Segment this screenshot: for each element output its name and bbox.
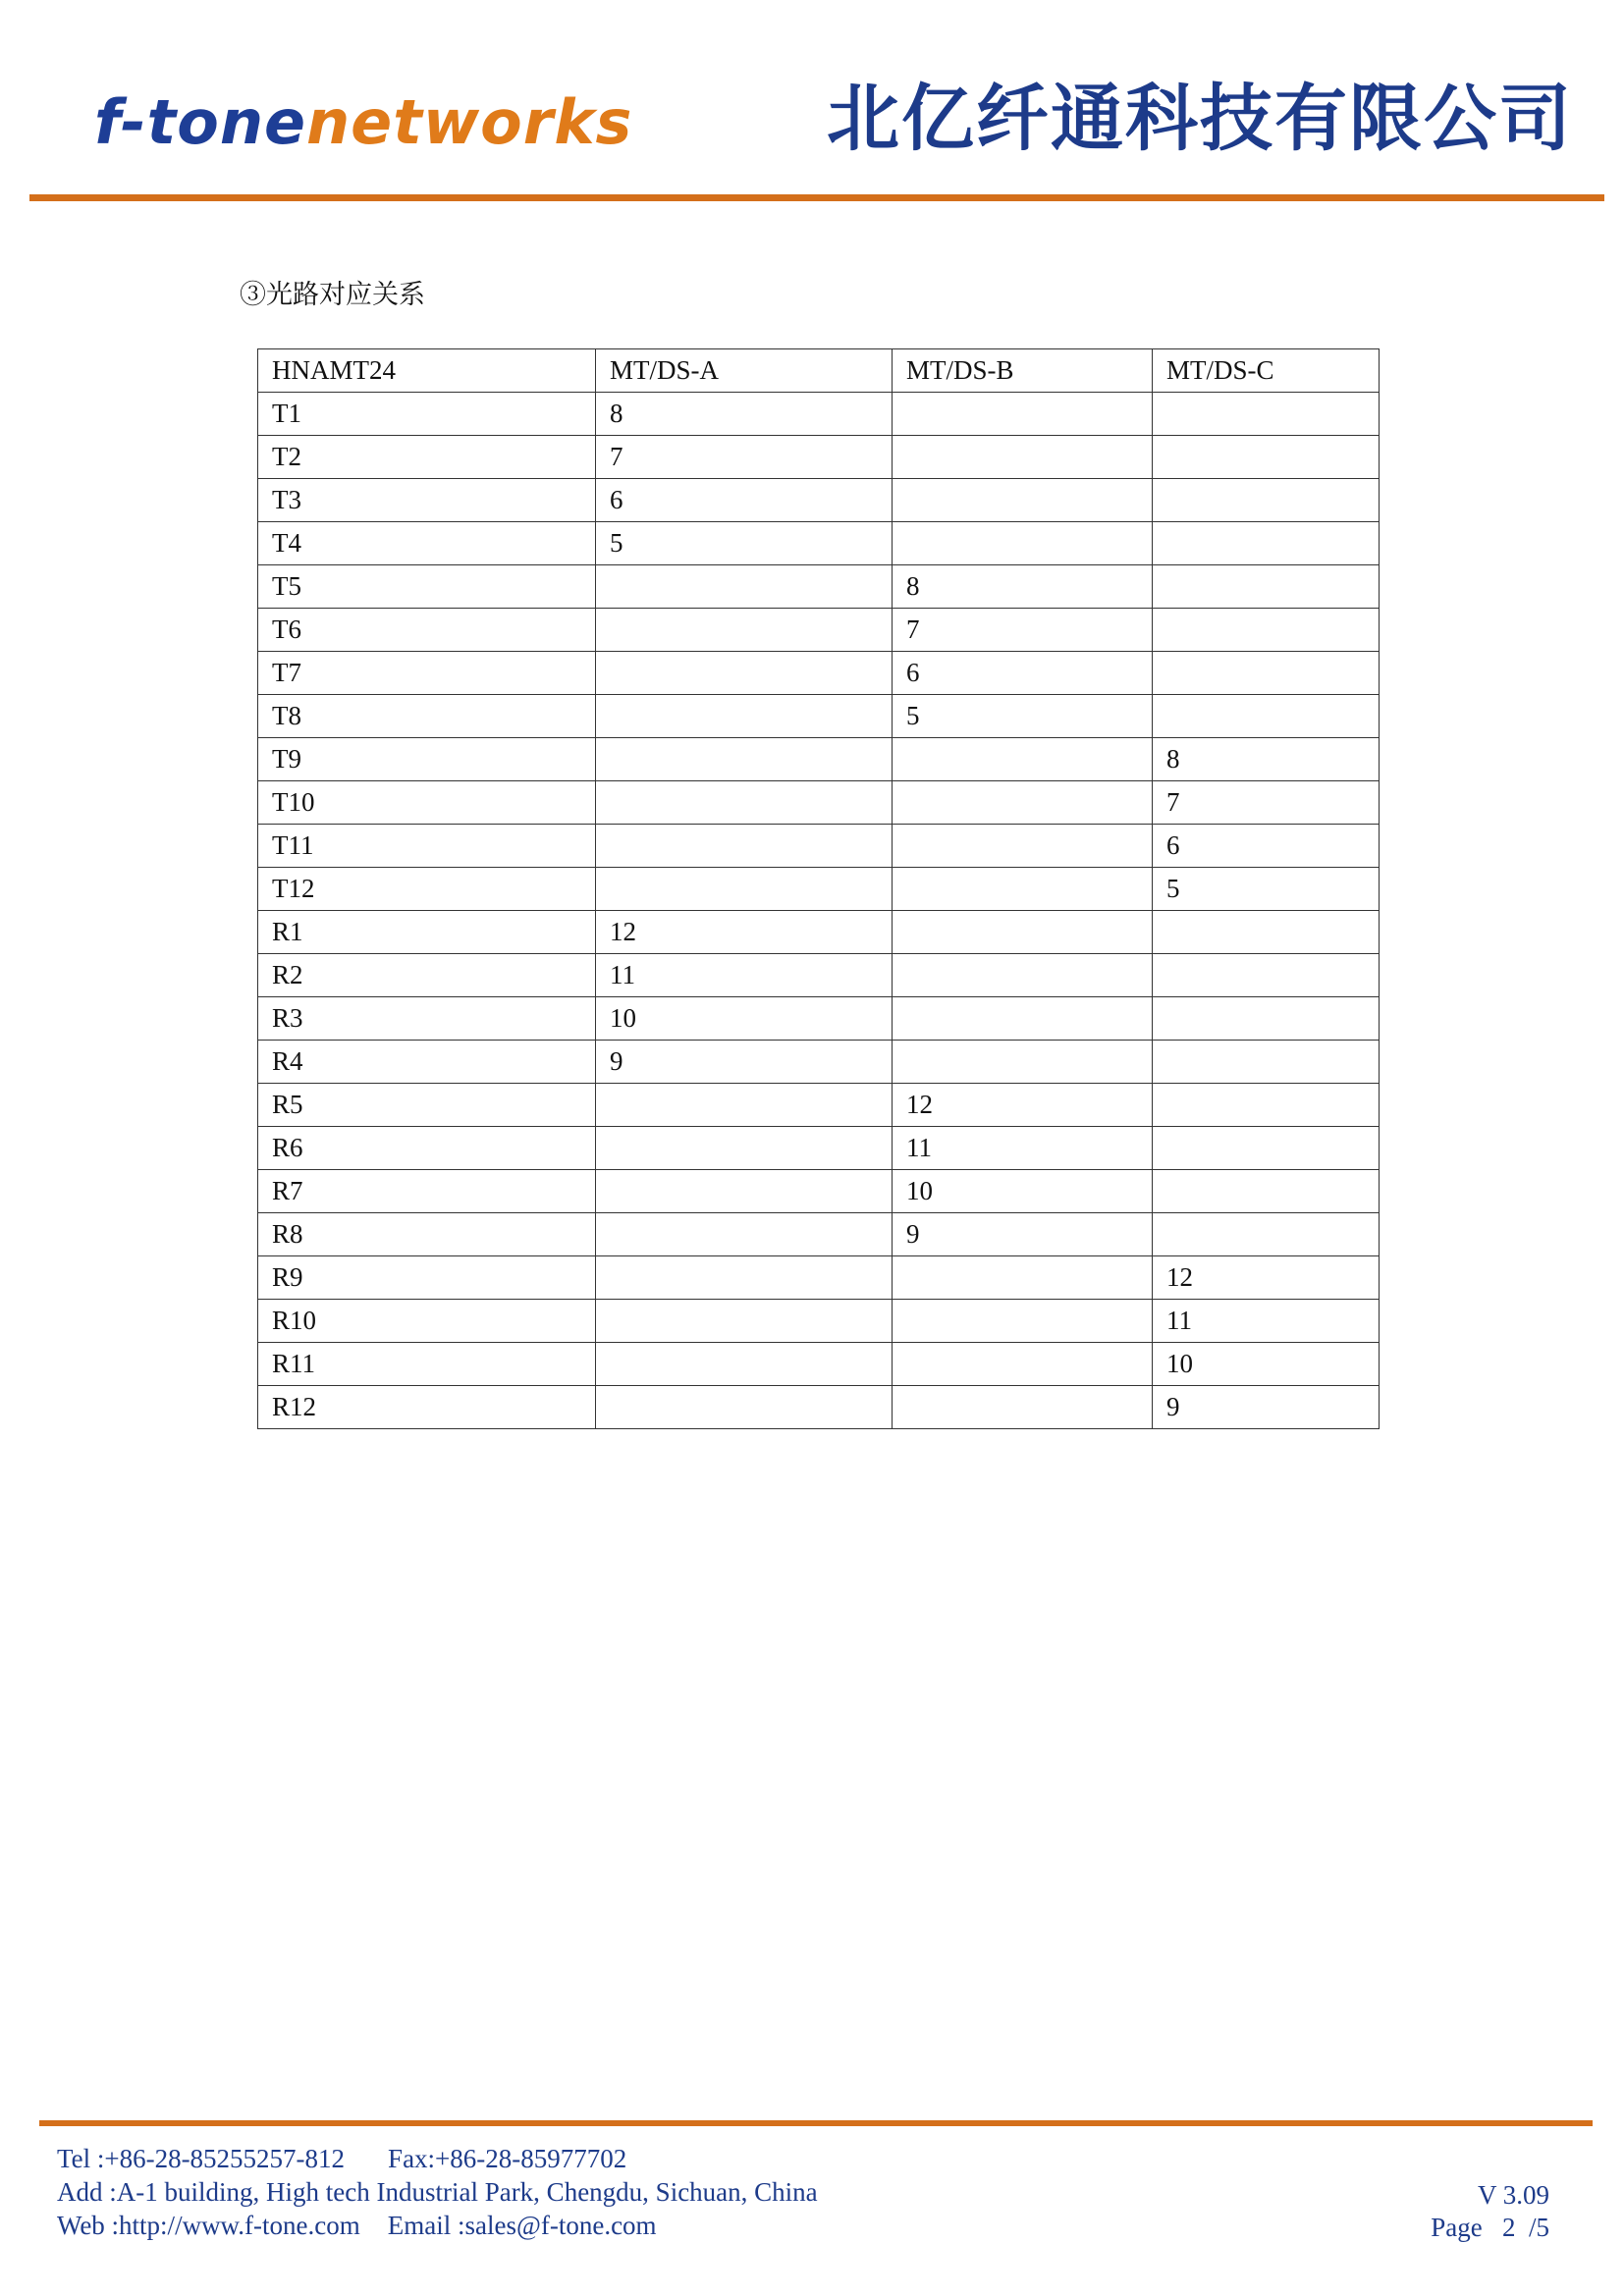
port-label-cell: R11	[258, 1343, 596, 1386]
footer-contact-line	[57, 2142, 626, 2175]
mapping-cell	[893, 825, 1153, 868]
header-divider	[29, 194, 1604, 201]
mapping-cell: 11	[1153, 1300, 1380, 1343]
mapping-cell: 12	[893, 1084, 1153, 1127]
mapping-cell: 8	[596, 393, 893, 436]
company-name: 北亿纤通科技有限公司	[827, 77, 1573, 161]
footer-divider	[39, 2120, 1593, 2126]
mapping-cell	[1153, 1170, 1380, 1213]
mapping-cell	[1153, 565, 1380, 609]
table-row	[258, 695, 1380, 738]
mapping-cell	[596, 825, 893, 868]
port-label-cell: T2	[258, 436, 596, 479]
mapping-cell	[1153, 609, 1380, 652]
table-row	[258, 868, 1380, 911]
fiber-mapping-table	[257, 348, 1380, 1429]
mapping-cell: 7	[893, 609, 1153, 652]
mapping-cell	[1153, 1127, 1380, 1170]
mapping-cell	[596, 1084, 893, 1127]
table-row	[258, 1084, 1380, 1127]
mapping-cell	[893, 1386, 1153, 1429]
table-row	[258, 1343, 1380, 1386]
mapping-cell	[893, 911, 1153, 954]
mapping-cell: 8	[1153, 738, 1380, 781]
mapping-cell: 6	[596, 479, 893, 522]
table-row	[258, 609, 1380, 652]
port-label-cell: R9	[258, 1256, 596, 1300]
mapping-cell: 11	[893, 1127, 1153, 1170]
mapping-cell	[596, 1256, 893, 1300]
mapping-cell	[1153, 911, 1380, 954]
port-label-cell: T9	[258, 738, 596, 781]
table-row	[258, 738, 1380, 781]
footer-page-number: 2	[1501, 2213, 1516, 2242]
mapping-cell	[596, 1300, 893, 1343]
table-row	[258, 954, 1380, 997]
port-label-cell: T10	[258, 781, 596, 825]
mapping-cell	[1153, 1213, 1380, 1256]
mapping-cell: 9	[893, 1213, 1153, 1256]
mapping-cell	[893, 436, 1153, 479]
mapping-cell	[596, 695, 893, 738]
port-label-cell: R12	[258, 1386, 596, 1429]
port-label-cell: T8	[258, 695, 596, 738]
table-row	[258, 1213, 1380, 1256]
table-row	[258, 1127, 1380, 1170]
mapping-cell	[596, 1213, 893, 1256]
footer-email: Email :sales@f-tone.com	[387, 2211, 657, 2240]
port-label-cell: R2	[258, 954, 596, 997]
mapping-cell	[893, 479, 1153, 522]
table-row	[258, 436, 1380, 479]
table-row	[258, 1041, 1380, 1084]
port-label-cell: R7	[258, 1170, 596, 1213]
mapping-cell: 10	[893, 1170, 1153, 1213]
mapping-cell: 5	[596, 522, 893, 565]
mapping-cell: 6	[1153, 825, 1380, 868]
table-row	[258, 522, 1380, 565]
table-row	[258, 565, 1380, 609]
mapping-cell	[1153, 479, 1380, 522]
mapping-cell	[893, 997, 1153, 1041]
mapping-cell: 11	[596, 954, 893, 997]
table-row	[258, 911, 1380, 954]
mapping-cell: 9	[1153, 1386, 1380, 1429]
port-label-cell: T6	[258, 609, 596, 652]
footer-web-line	[57, 2209, 657, 2242]
table-row	[258, 997, 1380, 1041]
mapping-cell	[1153, 954, 1380, 997]
table-row	[258, 781, 1380, 825]
section-title: ③光路对应关系	[240, 280, 425, 310]
table-row	[258, 825, 1380, 868]
mapping-cell	[596, 1386, 893, 1429]
footer-page-label: Page	[1431, 2213, 1483, 2242]
mapping-cell	[596, 609, 893, 652]
footer-address: Add :A-1 building, High tech Industrial Park, Chengdu, Sichuan, China	[57, 2177, 818, 2207]
port-label-cell: R1	[258, 911, 596, 954]
header-cell-mtds-a: MT/DS-A	[596, 349, 893, 393]
table-row	[258, 1256, 1380, 1300]
mapping-cell	[893, 1343, 1153, 1386]
mapping-cell: 12	[596, 911, 893, 954]
mapping-cell: 9	[596, 1041, 893, 1084]
mapping-cell: 10	[596, 997, 893, 1041]
mapping-cell	[596, 1170, 893, 1213]
logo-text-networks: networks	[306, 86, 633, 158]
mapping-cell	[1153, 1084, 1380, 1127]
port-label-cell: R6	[258, 1127, 596, 1170]
mapping-cell	[596, 565, 893, 609]
logo-text-ftone: f-tone	[94, 86, 307, 158]
mapping-cell: 10	[1153, 1343, 1380, 1386]
table-row	[258, 652, 1380, 695]
mapping-cell: 8	[893, 565, 1153, 609]
mapping-cell	[1153, 522, 1380, 565]
mapping-cell	[596, 1127, 893, 1170]
port-label-cell: R3	[258, 997, 596, 1041]
table-row	[258, 1170, 1380, 1213]
mapping-cell: 5	[1153, 868, 1380, 911]
mapping-cell	[893, 393, 1153, 436]
mapping-cell	[1153, 436, 1380, 479]
header-cell-mtds-b: MT/DS-B	[893, 349, 1153, 393]
table-body	[258, 393, 1380, 1429]
mapping-cell	[1153, 652, 1380, 695]
mapping-cell	[596, 781, 893, 825]
mapping-cell	[596, 1343, 893, 1386]
port-label-cell: T3	[258, 479, 596, 522]
port-label-cell: R8	[258, 1213, 596, 1256]
footer-page-indicator	[1431, 2211, 1549, 2244]
mapping-cell	[893, 868, 1153, 911]
mapping-cell: 7	[596, 436, 893, 479]
port-label-cell: T4	[258, 522, 596, 565]
footer-version: V 3.09	[1477, 2180, 1549, 2210]
table-row	[258, 1300, 1380, 1343]
port-label-cell: R5	[258, 1084, 596, 1127]
mapping-cell	[893, 1300, 1153, 1343]
mapping-cell	[596, 652, 893, 695]
header-cell-hnamt24: HNAMT24	[258, 349, 596, 393]
mapping-cell	[893, 522, 1153, 565]
mapping-cell	[1153, 393, 1380, 436]
footer-fax: Fax:+86-28-85977702	[388, 2144, 627, 2173]
mapping-cell	[893, 1041, 1153, 1084]
port-label-cell: T7	[258, 652, 596, 695]
table-row	[258, 1386, 1380, 1429]
mapping-cell	[1153, 695, 1380, 738]
port-label-cell: R10	[258, 1300, 596, 1343]
mapping-cell	[893, 1256, 1153, 1300]
mapping-cell	[893, 738, 1153, 781]
footer-tel: Tel :+86-28-85255257-812	[57, 2144, 346, 2173]
header-cell-mtds-c: MT/DS-C	[1153, 349, 1380, 393]
table-row	[258, 393, 1380, 436]
port-label-cell: R4	[258, 1041, 596, 1084]
mapping-cell	[1153, 1041, 1380, 1084]
mapping-cell	[893, 781, 1153, 825]
table-header-row	[258, 349, 1380, 393]
port-label-cell: T11	[258, 825, 596, 868]
company-logo	[94, 88, 632, 157]
port-label-cell: T1	[258, 393, 596, 436]
port-label-cell: T12	[258, 868, 596, 911]
mapping-cell	[596, 738, 893, 781]
table-row	[258, 479, 1380, 522]
mapping-cell: 6	[893, 652, 1153, 695]
mapping-cell: 5	[893, 695, 1153, 738]
footer-web: Web :http://www.f-tone.com	[57, 2211, 360, 2240]
mapping-cell	[1153, 997, 1380, 1041]
port-label-cell: T5	[258, 565, 596, 609]
mapping-cell: 12	[1153, 1256, 1380, 1300]
mapping-cell	[596, 868, 893, 911]
footer-page-total: /5	[1528, 2213, 1549, 2242]
mapping-cell	[893, 954, 1153, 997]
mapping-cell: 7	[1153, 781, 1380, 825]
